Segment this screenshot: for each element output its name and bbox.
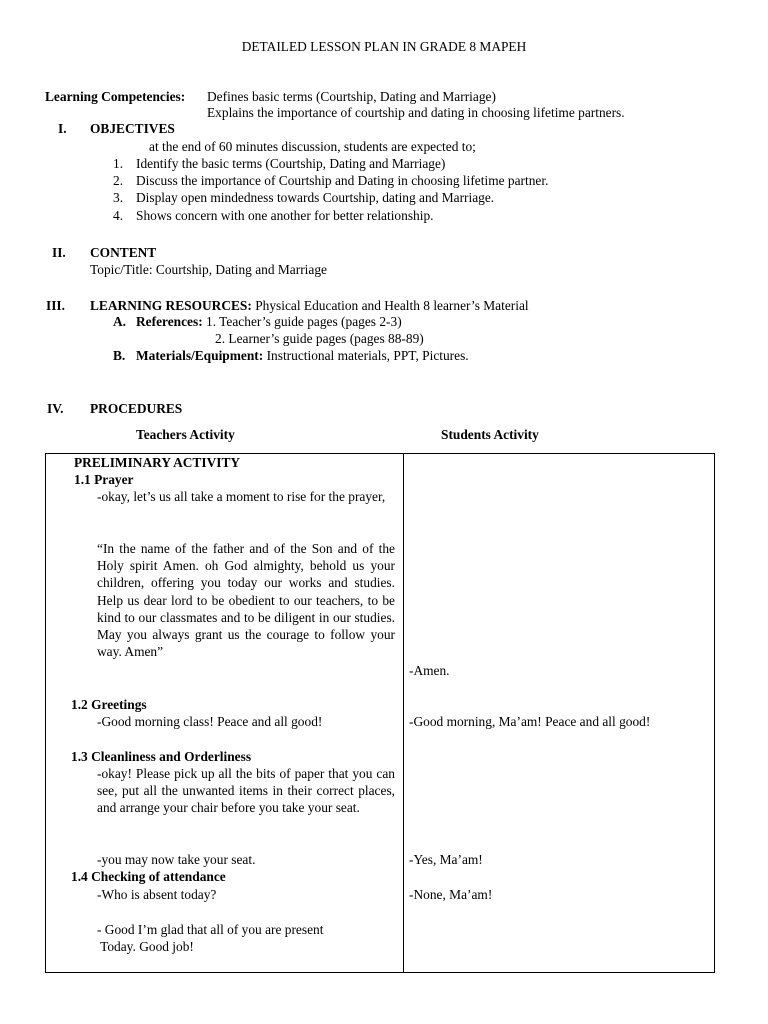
objective-item: Shows concern with one another for better relationship. [136,208,434,223]
content-topic: Topic/Title: Courtship, Dating and Marriage [90,262,327,277]
attendance-heading: 1.4 Checking of attendance [71,869,226,884]
prayer-text: “In the name of the father and of the Son and of the Holy spirit Amen. oh God almighty, behold us your children, offering you today our works and studies. Help us dear lord to be obedient to our teachers, to be kind to our classmates and to be diligent in our studies. May you always grant us the courage to follow your way. Amen” [97,541,395,660]
preliminary-heading: PRELIMINARY ACTIVITY [74,455,241,470]
procedures-heading: PROCEDURES [90,401,183,416]
objective-item: Display open mindedness towards Courtship, dating and Marriage. [136,190,495,205]
references-letter: A. [113,314,127,329]
competency-line-2: Explains the importance of courtship and dating in choosing lifetime partners. [207,105,625,120]
document-title: DETAILED LESSON PLAN IN GRADE 8 MAPEH [241,39,527,54]
content-heading: CONTENT [90,245,157,260]
objective-number: 4. [113,208,124,223]
objective-item: Discuss the importance of Courtship and Dating in choosing lifetime partner. [136,173,549,188]
cleanliness-teacher-2: -you may now take your seat. [97,852,256,867]
attendance-response: -None, Ma’am! [409,887,493,902]
attendance-closing-1: - Good I’m glad that all of you are present [97,922,324,937]
cleanliness-instruction: -okay! Please pick up all the bits of paper that you can see, put all the unwanted items in their correct places, and arrange your chair before you take your seat. [97,766,395,816]
content-numeral: II. [52,245,66,260]
objectives-numeral: I. [58,121,67,136]
attendance-teacher: -Who is absent today? [97,887,217,902]
procedures-table [45,453,715,973]
objective-number: 2. [113,173,124,188]
resources-numeral: III. [46,298,65,313]
cleanliness-response: -Yes, Ma’am! [409,852,483,867]
reference-1: 1. Teacher’s guide pages (pages 2-3) [206,314,402,329]
competencies-label: Learning Competencies: [45,89,186,104]
prayer-heading: 1.1 Prayer [74,472,134,487]
prayer-response: -Amen. [409,663,450,678]
resources-heading-text: Physical Education and Health 8 learner’s Material [255,298,529,313]
teacher-activity-header: Teachers Activity [136,427,235,442]
attendance-closing-2: Today. Good job! [97,939,194,954]
references-line [136,313,402,330]
greetings-teacher: -Good morning class! Peace and all good! [97,714,323,729]
objective-item: Identify the basic terms (Courtship, Dating and Marriage) [136,156,446,171]
objectives-heading: OBJECTIVES [90,121,175,136]
materials-letter: B. [113,348,126,363]
materials-line [136,347,469,364]
materials-text: Instructional materials, PPT, Pictures. [266,348,469,363]
references-label: References: [136,314,203,329]
competency-line-1: Defines basic terms (Courtship, Dating and Marriage) [207,89,496,104]
column-divider [403,454,404,972]
prayer-instruction: -okay, let’s us all take a moment to rise for the prayer, [97,489,386,504]
resources-heading: LEARNING RESOURCES: [90,298,252,313]
student-activity-header: Students Activity [441,427,539,442]
objective-number: 3. [113,190,124,205]
resources-line [90,297,529,314]
greetings-heading: 1.2 Greetings [71,697,147,712]
cleanliness-heading: 1.3 Cleanliness and Orderliness [71,749,252,764]
objective-number: 1. [113,156,124,171]
materials-label: Materials/Equipment: [136,348,264,363]
objectives-intro: at the end of 60 minutes discussion, students are expected to; [149,139,476,154]
procedures-numeral: IV. [47,401,64,416]
greetings-response: -Good morning, Ma’am! Peace and all good! [409,714,651,729]
reference-2: 2. Learner’s guide pages (pages 88-89) [215,331,424,346]
